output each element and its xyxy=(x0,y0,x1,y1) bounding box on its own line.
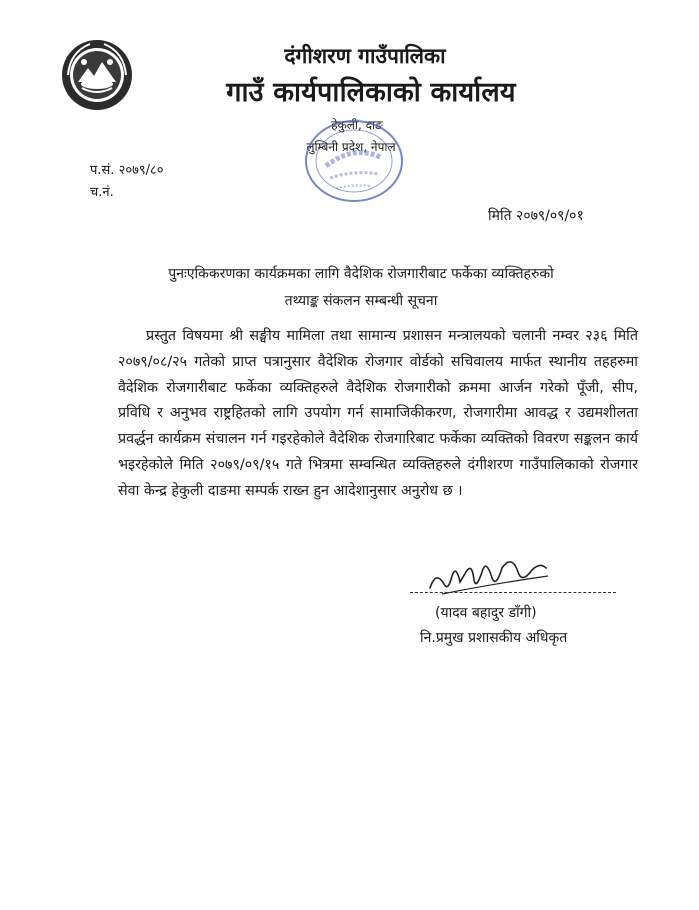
letter-body: प्रस्तुत विषयमा श्री सङ्घीय मामिला तथा सामान्य प्रशासन मन्त्रालयको चलानी नम्वर २३६ मिति २०७९/०८/२५ गतेको प्राप्त पत्रानुसार वैदेशिक रोजगार वोर्डको सचिवालय मार्फत स्थानीय तहहरुमा वैदेशिक रोजगारीबाट फर्केका व्यक्तिहरुले वैदेशिक रोजगारीको क्रममा आर्जन गरेको पूँजी, सीप, प्रविधि र अनुभव राष्ट्रहितको लागि उपयोग गर्न सामाजिकीकरण, रोजगारीमा आवद्ध र उद्यमशीलता प्रवर्द्धन कार्यक्रम संचालन गर्न गइरहेकोले वैदेशिक रोजगारिबाट फर्केका व्यक्तिको विवरण सङ्कलन कार्य भइरहेकोले मिति २०७९/०९/१५ गते भित्रमा सम्वन्धित व्यक्तिहरुले दंगीशरण गाउँपालिकाको रोजगार सेवा केन्द्र हेकुली दाङमा सम्पर्क राख्न हुन आदेशानुसार अनुरोध छ । xyxy=(118,328,638,499)
address-line-2: लुम्बिनी प्रदेश, नेपाल xyxy=(306,140,396,154)
signature xyxy=(422,550,552,602)
office-stamp xyxy=(296,114,406,204)
emblem-logo xyxy=(60,38,134,112)
reference-number: प.सं. २०७९/८० xyxy=(90,163,164,178)
signatory-name: (यादव बहादुर डाँगी) xyxy=(435,605,537,621)
subject-line-2: तथ्याङ्क संकलन सम्बन्धी सूचना xyxy=(284,293,438,309)
municipality-name: दंगीशरण गाउँपालिका xyxy=(284,44,446,68)
letter-date: मिति २०७९/०९/०१ xyxy=(488,208,584,224)
subject-line-1: पुनःएकिकरणका कार्यक्रमका लागि वैदेशिक रोजगारीबाट फर्केका व्यक्तिहरुको xyxy=(168,266,554,282)
dispatch-number: च.नं. xyxy=(90,185,114,200)
address-line-1: हेकुली, दाङ xyxy=(331,118,383,132)
signatory-title: नि.प्रमुख प्रशासकीय अधिकृत xyxy=(420,630,568,646)
signature-line xyxy=(410,592,616,593)
office-name: गाउँ कार्यपालिकाको कार्यालय xyxy=(226,77,516,108)
